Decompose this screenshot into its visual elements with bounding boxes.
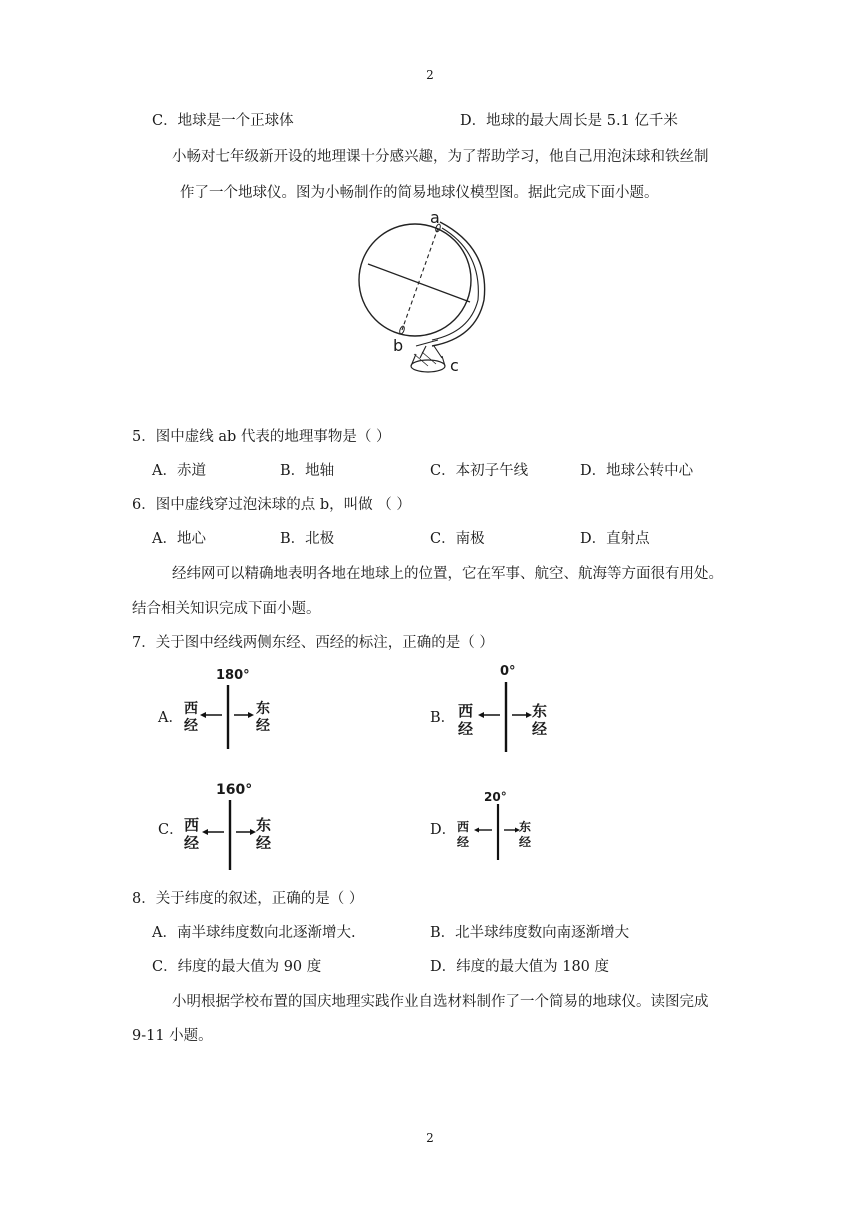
q7-option-c-degree: 160° bbox=[216, 782, 253, 798]
q7-option-b-letter: B． bbox=[430, 710, 456, 726]
q4-option-c: C．地球是一个正球体 bbox=[152, 113, 294, 129]
q4-option-d: D．地球的最大周长是 5.1 亿千米 bbox=[460, 113, 678, 129]
q7-option-d-left-top: 西 bbox=[457, 820, 470, 834]
globe-stand-neck-left bbox=[420, 346, 426, 358]
q6-option-a: A．地心 bbox=[152, 531, 206, 547]
globe-label-a: a bbox=[430, 208, 440, 227]
q7-option-d-right-bottom: 经 bbox=[519, 835, 532, 849]
q6-option-b: B．北极 bbox=[280, 531, 335, 547]
left-arrow-head bbox=[474, 828, 479, 833]
q7-option-a-right-top: 东 bbox=[256, 701, 270, 717]
intro3-line1: 小明根据学校布置的国庆地理实践作业自选材料制作了一个简易的地球仪。读图完成 bbox=[172, 994, 709, 1010]
globe-sphere bbox=[359, 224, 471, 336]
q7-option-c-left-top: 西 bbox=[184, 816, 200, 834]
q8-option-c: C．纬度的最大值为 90 度 bbox=[152, 959, 322, 975]
q7-option-d-degree: 20° bbox=[484, 790, 507, 804]
q5-option-c: C．本初子午线 bbox=[430, 463, 529, 479]
q5-option-d: D．地球公转中心 bbox=[580, 463, 694, 479]
q7-option-a-degree: 180° bbox=[216, 668, 250, 683]
intro1-line2: 作了一个地球仪。图为小畅制作的简易地球仪模型图。据此完成下面小题。 bbox=[180, 185, 659, 201]
intro2-line2: 结合相关知识完成下面小题。 bbox=[132, 601, 321, 617]
q7-option-a-left-top: 西 bbox=[184, 701, 198, 717]
left-arrow-head bbox=[200, 712, 206, 718]
q7-option-a-left-bottom: 经 bbox=[184, 718, 198, 734]
q7-option-b-degree: 0° bbox=[500, 664, 516, 679]
left-arrow-head bbox=[478, 712, 484, 718]
globe-drawing bbox=[350, 208, 510, 378]
q7-option-a-right-bottom: 经 bbox=[256, 718, 270, 734]
q7-option-d-letter: D． bbox=[430, 822, 457, 838]
q8-option-a: A．南半球纬度数向北逐渐增大. bbox=[152, 925, 356, 941]
q7-option-b-right-bottom: 经 bbox=[532, 720, 548, 738]
intro2-line1: 经纬网可以精确地表明各地在地球上的位置，它在军事、航空、航海等方面很有用处。 bbox=[172, 566, 723, 582]
q7-option-d-right-top: 东 bbox=[519, 820, 532, 834]
q5-stem: 5．图中虚线 ab 代表的地理事物是（ ） bbox=[132, 429, 391, 445]
q6-option-d: D．直射点 bbox=[580, 531, 650, 547]
q7-option-b-left-top: 西 bbox=[458, 702, 474, 720]
q7-option-b-right-top: 东 bbox=[532, 702, 548, 720]
intro3-line2: 9-11 小题。 bbox=[132, 1028, 213, 1044]
globe-stand-side-right bbox=[442, 356, 445, 366]
page-number-top: 2 bbox=[426, 68, 434, 82]
globe-label-b: b bbox=[393, 336, 404, 355]
q7-stem: 7．关于图中经线两侧东经、西经的标注，正确的是（ ） bbox=[132, 635, 494, 651]
page-number-bottom: 2 bbox=[426, 1131, 434, 1145]
globe-stand-side-left bbox=[411, 354, 416, 366]
q8-option-b: B．北半球纬度数向南逐渐增大 bbox=[430, 925, 630, 941]
globe-stand-neck-right bbox=[434, 346, 442, 358]
q7-option-b-left-bottom: 经 bbox=[458, 720, 474, 738]
q5-option-b: B．地轴 bbox=[280, 463, 335, 479]
intro1-line1: 小畅对七年级新开设的地理课十分感兴趣，为了帮助学习，他自己用泡沫球和铁丝制 bbox=[172, 149, 709, 165]
q6-stem: 6．图中虚线穿过泡沫球的点 b，叫做 （ ） bbox=[132, 497, 411, 513]
q8-stem: 8．关于纬度的叙述，正确的是（ ） bbox=[132, 891, 364, 907]
q5-option-a: A．赤道 bbox=[152, 463, 206, 479]
q7-option-c-right-top: 东 bbox=[256, 816, 272, 834]
q6-option-c: C．南极 bbox=[430, 531, 485, 547]
left-arrow-head bbox=[202, 829, 208, 835]
q7-option-d-left-bottom: 经 bbox=[457, 835, 470, 849]
q7-option-c-letter: C． bbox=[158, 822, 184, 838]
q7-option-c-right-bottom: 经 bbox=[256, 834, 272, 852]
right-arrow-head bbox=[248, 712, 254, 718]
globe-label-c: c bbox=[450, 356, 459, 375]
q8-option-d: D．纬度的最大值为 180 度 bbox=[430, 959, 610, 975]
q7-option-c-left-bottom: 经 bbox=[184, 834, 200, 852]
q7-option-a-letter: A． bbox=[158, 710, 183, 726]
